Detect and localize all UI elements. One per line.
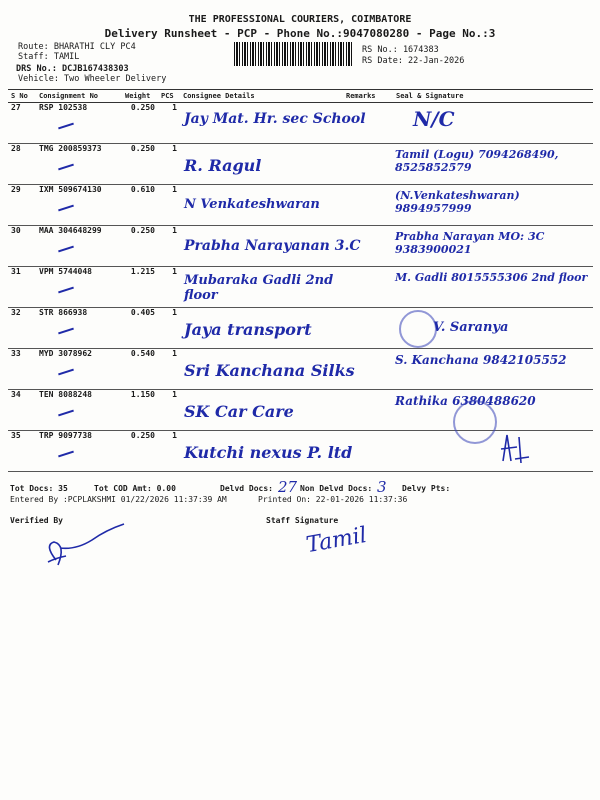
row-remarks [343, 226, 393, 267]
consignee-handwriting: N Venkateshwaran [184, 197, 320, 212]
row-sno: 34 [8, 390, 36, 431]
row-remarks [343, 308, 393, 349]
col-weight: Weight [122, 90, 158, 103]
non-delvd-docs-label: Non Delvd Docs: [300, 484, 373, 493]
row-weight: 0.610 [122, 185, 158, 226]
tick-mark [58, 205, 74, 212]
signature-handwriting: Prabha Narayan MO: 3C 9383900021 [395, 230, 545, 256]
company-title: THE PROFESSIONAL COURIERS, COIMBATORE [188, 14, 412, 25]
row-remarks [343, 390, 393, 431]
rs-number: RS No.: 1674383 [362, 45, 439, 55]
table-row [8, 185, 593, 226]
tick-mark [58, 451, 74, 458]
row-sno: 27 [8, 103, 36, 144]
row-sno: 30 [8, 226, 36, 267]
row-remarks [343, 267, 393, 308]
tick-mark [58, 369, 74, 376]
consignee-handwriting: Prabha Narayanan 3.C [184, 238, 361, 254]
consignee-handwriting: Sri Kanchana Silks [184, 361, 355, 380]
table-header [8, 90, 593, 103]
table-row [8, 308, 593, 349]
signature-handwriting: S. Kanchana 9842105552 [395, 353, 567, 367]
row-pcs: 1 [158, 226, 180, 267]
delvd-docs-handwriting: 27 [278, 478, 298, 496]
row-consignee [180, 390, 343, 431]
col-sno: S No [8, 90, 36, 103]
verified-by-label: Verified By [10, 516, 63, 525]
delvd-docs-label: Delvd Docs: [220, 484, 273, 493]
consignee-handwriting: SK Car Care [184, 402, 294, 421]
staff-signature-label: Staff Signature [266, 516, 339, 525]
consignee-handwriting: R. Ragul [184, 156, 262, 175]
row-weight: 1.150 [122, 390, 158, 431]
tick-mark [58, 410, 74, 417]
col-consignment: Consignment No [36, 90, 122, 103]
tick-mark [58, 328, 74, 335]
vehicle-label: Vehicle: Two Wheeler Delivery [18, 74, 167, 84]
row-weight: 0.250 [122, 144, 158, 185]
row-pcs: 1 [158, 349, 180, 390]
row-consignment: MYD 3078962 [36, 349, 122, 390]
table-row [8, 226, 593, 267]
row-signature [393, 267, 593, 308]
row-weight: 0.540 [122, 349, 158, 390]
row-consignee [180, 226, 361, 267]
col-remarks: Remarks [343, 90, 393, 103]
signature-handwriting: Rathika 6380488620 [395, 394, 536, 408]
row-signature [393, 226, 593, 267]
entered-by: Entered By :PCPLAKSHMI 01/22/2026 11:37:39 AM [10, 495, 227, 504]
row-signature [393, 390, 593, 431]
row-consignee [180, 267, 343, 308]
col-seal-signature: Seal & Signature [393, 90, 593, 103]
row-signature [393, 185, 593, 226]
row-sno: 29 [8, 185, 36, 226]
barcode [234, 42, 352, 66]
row-weight: 0.250 [122, 431, 158, 472]
tick-mark [58, 123, 74, 130]
rs-date: RS Date: 22-Jan-2026 [362, 56, 465, 66]
verified-signature-scribble [36, 520, 126, 590]
row-consignee [180, 349, 355, 390]
row-consignee [180, 103, 366, 144]
row-remarks [343, 431, 393, 472]
row-signature [393, 349, 593, 390]
row-signature [393, 144, 593, 185]
table-row [8, 103, 593, 144]
staff-signature-handwriting: Tamil [304, 522, 369, 559]
row-consignee [180, 308, 343, 349]
table-row [8, 144, 593, 185]
signature-handwriting: V. Saranya [433, 320, 509, 335]
non-delvd-docs-handwriting: 3 [377, 478, 387, 496]
consignee-handwriting: Jay Mat. Hr. sec School [184, 111, 366, 127]
row-consignee [180, 431, 353, 472]
table-row [8, 390, 593, 431]
row-sno: 31 [8, 267, 36, 308]
row-weight: 0.405 [122, 308, 158, 349]
row-weight: 0.250 [122, 103, 158, 144]
signature-handwriting: N/C [413, 107, 455, 131]
drs-number: DRS No.: DCJB167438303 [16, 64, 129, 74]
row-pcs: 1 [158, 144, 180, 185]
row-pcs: 1 [158, 308, 180, 349]
row-sno: 32 [8, 308, 36, 349]
tick-mark [58, 246, 74, 253]
row-consignment: TRP 9097738 [36, 431, 122, 472]
signature-scribble [493, 431, 553, 469]
row-consignment: IXM 509674130 [36, 185, 122, 226]
row-consignment: MAA 304648299 [36, 226, 122, 267]
row-consignment: RSP 102538 [36, 103, 122, 144]
signature-handwriting: (N.Venkateshwaran) 9894957999 [395, 189, 520, 215]
row-sno: 28 [8, 144, 36, 185]
row-consignment: VPM 5744048 [36, 267, 122, 308]
row-consignment: STR 866938 [36, 308, 122, 349]
signature-handwriting: Tamil (Logu) 7094268490, 8525852579 [395, 148, 559, 174]
row-consignee [180, 185, 343, 226]
runsheet-table [8, 89, 593, 472]
row-sno: 35 [8, 431, 36, 472]
row-pcs: 1 [158, 390, 180, 431]
row-signature [393, 308, 593, 349]
table-row [8, 267, 593, 308]
row-remarks [343, 103, 393, 144]
row-sno: 33 [8, 349, 36, 390]
signature-handwriting: M. Gadli 8015555306 2nd floor [395, 271, 588, 284]
staff-label: Staff: TAMIL [18, 52, 80, 62]
delvy-pts-label: Delvy Pts: [402, 484, 451, 493]
stamp-seal [399, 310, 437, 348]
row-weight: 0.250 [122, 226, 158, 267]
row-pcs: 1 [158, 267, 180, 308]
table-row [8, 431, 593, 472]
row-remarks [343, 349, 393, 390]
row-pcs: 1 [158, 185, 180, 226]
row-remarks [343, 185, 393, 226]
col-consignee: Consignee Details [180, 90, 343, 103]
consignee-handwriting: Mubaraka Gadli 2nd floor [184, 273, 334, 303]
row-pcs: 1 [158, 431, 180, 472]
row-consignment: TMG 200859373 [36, 144, 122, 185]
consignee-handwriting: Kutchi nexus P. ltd [184, 443, 353, 462]
tot-cod-amount: Tot COD Amt: 0.00 [94, 484, 176, 493]
row-signature [393, 103, 593, 144]
table-row [8, 349, 593, 390]
tot-docs: Tot Docs: 35 [10, 484, 68, 493]
route-label: Route: BHARATHI CLY PC4 [18, 42, 136, 52]
col-pcs: PCS [158, 90, 180, 103]
tick-mark [58, 287, 74, 294]
row-remarks [343, 144, 393, 185]
row-pcs: 1 [158, 103, 180, 144]
row-weight: 1.215 [122, 267, 158, 308]
tick-mark [58, 164, 74, 171]
runsheet-title: Delivery Runsheet - PCP - Phone No.:9047080280 - Page No.:3 [104, 27, 496, 40]
row-consignee [180, 144, 343, 185]
row-signature [393, 431, 593, 472]
printed-on: Printed On: 22-01-2026 11:37:36 [258, 495, 408, 504]
consignee-handwriting: Jaya transport [184, 320, 312, 339]
row-consignment: TEN 8088248 [36, 390, 122, 431]
